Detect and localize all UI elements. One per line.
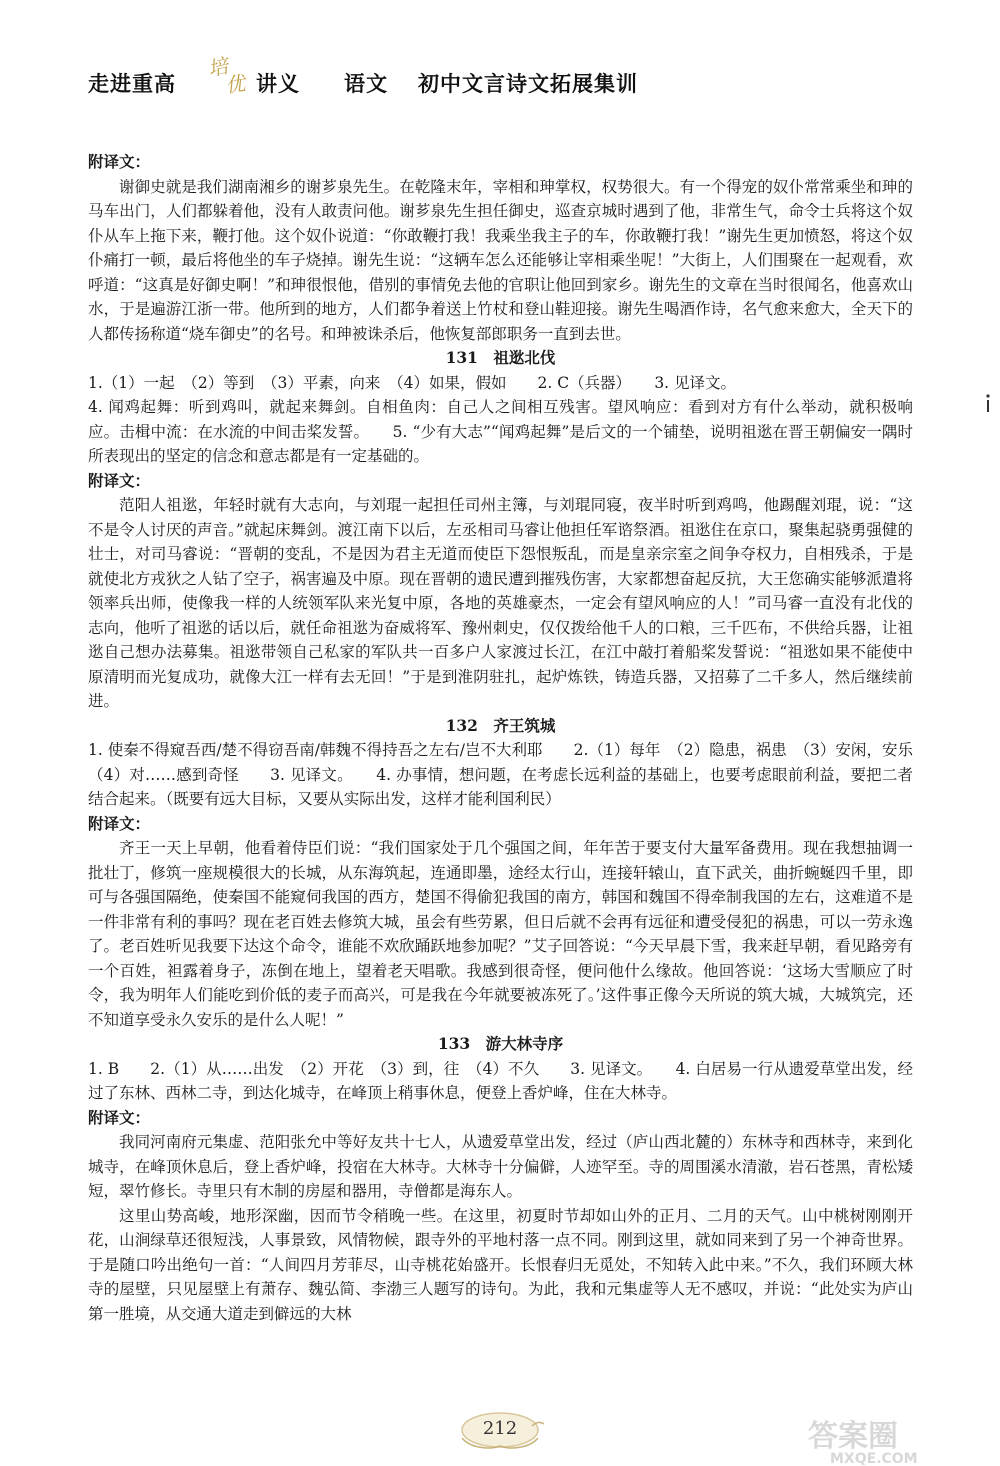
translation-paragraph: 齐王一天上早朝，他看着侍臣们说：“我们国家处于几个强国之间，年年苦于要支付大量军备费用。现在我想抽调一批壮丁，修筑一座规模很大的长城，从东海筑起，连通即墨，途经太行山，连接轩辕山，直下武关，曲折蜿蜒四千里，即可与各强国隔绝，使秦国不能窥伺我国的西方，楚国不得偷犯我国的南方，韩国和魏国不得牵制我国的左右，这难道不是一件非常有利的事吗？现在老百姓去修筑大城，虽会有些劳累，但日后就不会再有远征和遭受侵犯的祸患，可以一劳永逸了。老百姓听见我要下达这个命令，谁能不欢欣踊跃地参加呢？”艾子回答说：“今天早晨下雪，我来赶早朝，看见路旁有一个百姓，袒露着身子，冻倒在地上，望着老天唱歌。我感到很奇怪，便问他什么缘故。他回答说：‘这场大雪顺应了时令，我为明年人们能吃到价低的麦子而高兴，可是我在今年就要被冻死了。’这件事正像今天所说的筑大城，大城筑完，还不知道享受永久安乐的是什么人呢！”	[88, 839, 913, 1029]
page-number: 212	[482, 1418, 518, 1439]
section-title: 132 齐王筑城	[445, 715, 556, 735]
page-content	[88, 150, 929, 1326]
margin-mark	[985, 392, 991, 418]
translation-label: 附译文：	[88, 471, 151, 490]
translation-label: 附译文：	[88, 1108, 151, 1127]
svg-text:优: 优	[223, 71, 247, 98]
brand-title: 走进重高	[88, 72, 176, 96]
watermark-logo	[800, 1416, 990, 1466]
answer-item: 1. 使秦不得窥吾西/楚不得窃吾南/韩魏不得持吾之左右/岂不大利耶 2.（1）每年 （2）隐患，祸患 （3）安闲，安乐 （4）对……感到奇怪 3. 见译文。 4. 办事情，想问题，在考虑长远利益的基础上，也要考虑眼前利益，要把二者结合起来。（既要有远大目标，又要从实际出发，这样才能利国利民）	[88, 741, 929, 808]
svg-text:答案圈: 答案圈	[808, 1419, 898, 1454]
svg-text:培: 培	[206, 53, 231, 82]
page-footer	[0, 1408, 1000, 1464]
page-header	[88, 53, 908, 108]
translation-paragraph: 范阳人祖逖，年轻时就有大志向，与刘琨一起担任司州主簿，与刘琨同寝，夜半时听到鸡鸣，他踢醒刘琨，说：“这不是令人讨厌的声音。”就起床舞剑。渡江南下以后，左丞相司马睿让他担任军谘祭酒。祖逖住在京口，聚集起骁勇强健的壮士，对司马睿说：“晋朝的变乱，不是因为君主无道而使臣下怨恨叛乱，而是皇亲宗室之间争夺权力，自相残杀，于是就使北方戎狄之人钻了空子，祸害遍及中原。现在晋朝的遗民遭到摧残伤害，大家都想奋起反抗，大王您确实能够派遣将领率兵出师，使像我一样的人统领军队来光复中原，各地的英雄豪杰，一定会有望风响应的人！”司马睿一直没有北伐的志向，他听了祖逖的话以后，就任命祖逖为奋威将军、豫州刺史，仅仅拨给他千人的口粮，三千匹布，不供给兵器，让祖逖自己想办法募集。祖逖带领自己私家的军队共一百多户人家渡过长江，在江中敲打着船桨发誓说：“祖逖如果不能使中原清明而光复成功，就像大江一样有去无回！”于是到淮阴驻扎，起炉炼铁，铸造兵器，又招募了二千多人，然后继续前进。	[88, 496, 913, 710]
answer-item: 1.（1）一起 （2）等到 （3）平素，向来 （4）如果，假如 2. C（兵器） 3. 见译文。	[88, 373, 737, 392]
brand-calligraphy-logo	[206, 52, 254, 100]
translation-paragraph: 我同河南府元集虚、范阳张允中等好友共十七人，从遗爱草堂出发，经过（庐山西北麓的）东林寺和西林寺，来到化城寺，在峰顶休息后，登上香炉峰，投宿在大林寺。大林寺十分偏僻，人迹罕至。寺的周围溪水清澈，岩石苍黑，青松矮短，翠竹修长。寺里只有木制的房屋和器用，寺僧都是海东人。	[88, 1133, 913, 1200]
header-book-title: 初中文言诗文拓展集训	[418, 72, 638, 96]
section-title: 131 祖逖北伐	[445, 348, 556, 367]
section-title: 133 游大林寺序	[437, 1034, 564, 1053]
answer-item: 1. B 2.（1）从……出发 （2）开花 （3）到，往 （4）不久 3. 见译文。 4. 白居易一行从遗爱草堂出发，经过了东林、西林二寺，到达化城寺，在峰顶上稍事休息，便登上香炉峰，住在大林寺。	[88, 1059, 913, 1102]
translation-label: 附译文：	[88, 153, 151, 171]
header-subject: 语文	[344, 72, 388, 96]
svg-text:MXQE.COM: MXQE.COM	[830, 1451, 918, 1466]
answer-item: 4. 闻鸡起舞：听到鸡叫，就起来舞剑。自相鱼肉：自己人之间相互残害。望风响应：看到对方有什么举动，就积极响应。击楫中流：在水流的中间击桨发誓。 5. “少有大志”“闻鸡起舞”是后文的一个铺垫，说明祖逖在晋王朝偏安一隅时所表现出的坚定的信念和意志都是有一定基础的。	[88, 398, 913, 465]
header-jiangyi: 讲义	[256, 72, 300, 96]
translation-label: 附译文：	[88, 814, 151, 833]
translation-paragraph: 谢御史就是我们湖南湘乡的谢芗泉先生。在乾隆末年，宰相和珅掌权，权势很大。有一个得宠的奴仆常常乘坐和珅的马车出门，人们都躲着他，没有人敢责问他。谢芗泉先生担任御史，巡查京城时遇到了他，非常生气，命令士兵将这个奴仆从车上拖下来，鞭打他。这个奴仆说道：“你敢鞭打我！我乘坐我主子的车，你敢鞭打我！”谢先生更加愤怒，将这个奴仆痛打一顿，最后将他坐的车子烧掉。谢先生说：“这辆车怎么还能够让宰相乘坐呢！”大街上，人们围聚在一起观看，欢呼道：“这真是好御史啊！”和珅很恨他，借别的事情免去他的官职让他回到家乡。谢先生的文章在当时很闻名，他喜欢山水，于是遍游江浙一带。他所到的地方，人们都争着送上竹杖和登山鞋迎接。谢先生喝酒作诗，名气愈来愈大，全天下的人都传扬称道“烧车御史”的名号。和珅被诛杀后，他恢复部郎职务一直到去世。	[88, 177, 913, 343]
translation-paragraph: 这里山势高峻，地形深幽，因而节令稍晚一些。在这里，初夏时节却如山外的正月、二月的天气。山中桃树刚刚开花，山涧绿草还很短浅，人事景致，风情物候，跟寺外的平地村落一点不同。刚到这里，就如同来到了另一个神奇世界。于是随口吟出绝句一首：“人间四月芳菲尽，山寺桃花始盛开。长恨春归无觅处，不知转入此中来。”不久，我们环顾大林寺的屋壁，只见屋壁上有萧存、魏弘简、李渤三人题写的诗句。为此，我和元集虚等人无不感叹，并说：“此处实为庐山第一胜境，从交通大道走到僻远的大林	[88, 1206, 913, 1323]
